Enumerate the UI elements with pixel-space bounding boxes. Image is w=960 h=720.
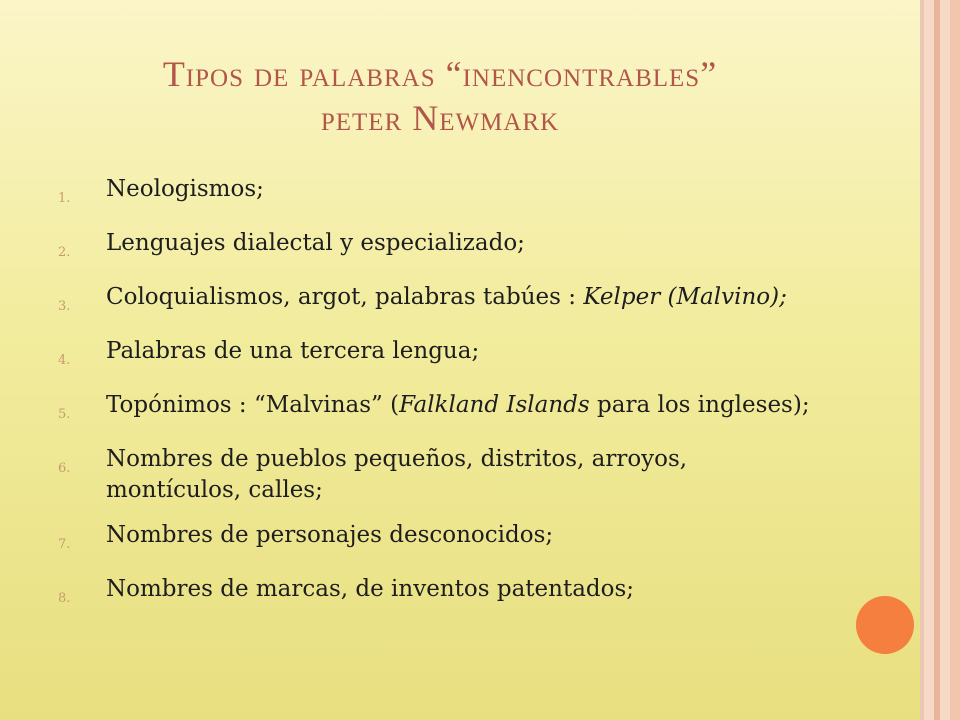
title-line-1: Tipos de palabras “inencontrables” bbox=[162, 54, 718, 94]
list-item bbox=[58, 336, 828, 376]
text-segment: Nombres de pueblos pequeños, distritos, arroyos, montículos, calles; bbox=[106, 446, 688, 503]
text-segment: para los ingleses); bbox=[589, 392, 810, 418]
list-item-text bbox=[106, 228, 828, 259]
list-item-text bbox=[106, 174, 828, 205]
list-item-text bbox=[106, 390, 828, 421]
list-item bbox=[58, 228, 828, 268]
list-item-text bbox=[106, 336, 828, 367]
slide-title bbox=[40, 52, 840, 140]
list-item-number: 6. bbox=[58, 461, 71, 476]
text-segment: Palabras de una tercera lengua; bbox=[106, 338, 480, 364]
list-item-text bbox=[106, 574, 828, 605]
text-segment: Neologismos; bbox=[106, 176, 264, 202]
list-item-text bbox=[106, 520, 828, 551]
list-item-number: 3. bbox=[58, 299, 71, 314]
list-item-text bbox=[106, 444, 828, 506]
list-item bbox=[58, 282, 828, 322]
list-item bbox=[58, 390, 828, 430]
list-item bbox=[58, 174, 828, 214]
list-item-number: 1. bbox=[58, 191, 71, 206]
list-item-text bbox=[106, 282, 828, 313]
text-segment: Lenguajes dialectal y especializado; bbox=[106, 230, 525, 256]
orange-circle-decoration bbox=[856, 596, 914, 654]
list-item-number: 7. bbox=[58, 537, 71, 552]
list-item-number: 5. bbox=[58, 407, 71, 422]
decorative-side-bar bbox=[920, 0, 960, 720]
list-item bbox=[58, 520, 828, 560]
italic-text: Falkland Islands bbox=[399, 392, 590, 418]
list-item-number: 2. bbox=[58, 245, 71, 260]
list-item bbox=[58, 444, 828, 506]
text-segment: Nombres de marcas, de inventos patentados; bbox=[106, 576, 635, 602]
title-line-2: peter Newmark bbox=[320, 98, 560, 138]
italic-text: Kelper (Malvino); bbox=[583, 284, 787, 310]
numbered-list bbox=[58, 174, 828, 628]
text-segment: Topónimos : “Malvinas” ( bbox=[106, 392, 400, 418]
text-segment: Nombres de personajes desconocidos; bbox=[106, 522, 554, 548]
list-item-number: 4. bbox=[58, 353, 71, 368]
text-segment: Coloquialismos, argot, palabras tabúes : bbox=[106, 284, 584, 310]
list-item-number: 8. bbox=[58, 591, 71, 606]
list-item bbox=[58, 574, 828, 614]
